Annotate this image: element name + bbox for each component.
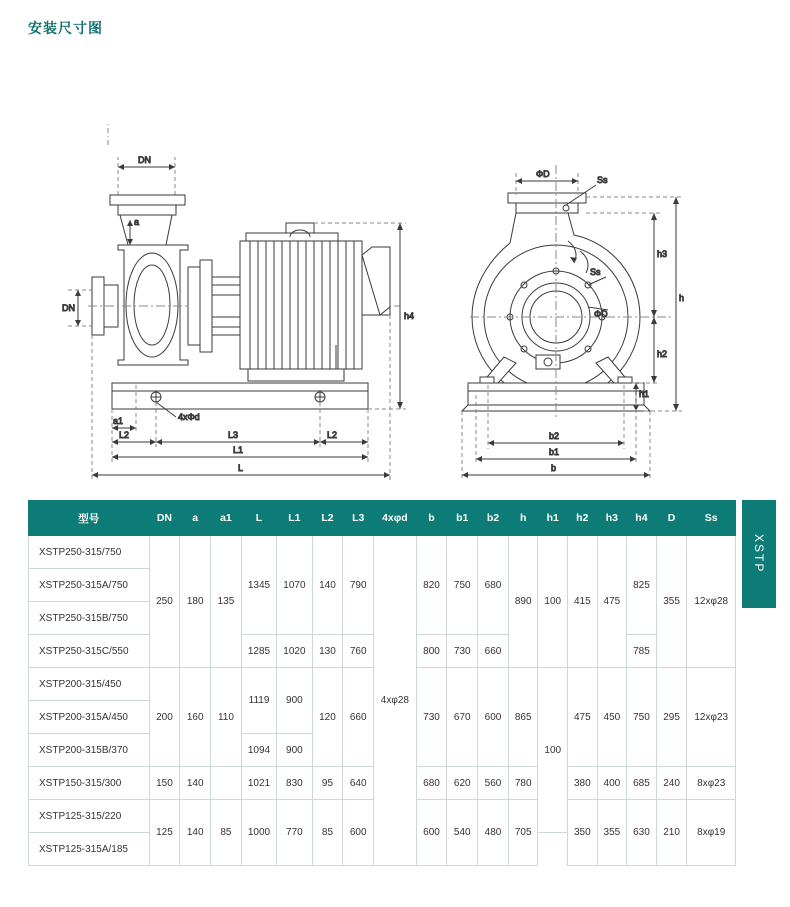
cell-l: 1094 [241, 734, 276, 767]
cell-h: 865 [508, 668, 538, 767]
svg-text:b1: b1 [549, 447, 560, 457]
cell-d: 295 [656, 668, 687, 767]
cell-b2: 480 [478, 800, 509, 866]
page-title: 安装尺寸图 [28, 20, 103, 36]
col-b2: b2 [478, 501, 509, 536]
cell-a: 140 [180, 767, 211, 800]
cell-l: 1021 [241, 767, 276, 800]
cell-b2: 680 [478, 536, 509, 635]
cell-ss: 12xφ23 [687, 668, 736, 767]
svg-text:h3: h3 [657, 249, 668, 259]
cell-l2: 85 [312, 800, 343, 866]
cell-a1 [211, 767, 242, 800]
cell-h4: 630 [627, 800, 657, 866]
cell-l: 1119 [241, 668, 276, 734]
svg-text:L3: L3 [228, 430, 239, 440]
cell-dn: 150 [149, 767, 180, 800]
specification-table [28, 500, 736, 866]
cell-b: 820 [416, 536, 447, 635]
cell-a1: 135 [211, 536, 242, 668]
col-phid: 4xφd [374, 501, 417, 536]
col-h4: h4 [627, 501, 657, 536]
col-h: h [508, 501, 538, 536]
cell-a: 160 [180, 668, 211, 767]
col-a1: a1 [211, 501, 242, 536]
svg-text:ΦD: ΦD [594, 309, 608, 319]
cell-l3: 660 [343, 668, 374, 767]
cell-model: XSTP250-315C/550 [29, 635, 150, 668]
svg-text:h4: h4 [404, 311, 415, 321]
cell-l3: 600 [343, 800, 374, 866]
col-l2: L2 [312, 501, 343, 536]
cell-b1: 730 [447, 635, 478, 668]
cell-h4: 825 [627, 536, 657, 635]
cell-b: 800 [416, 635, 447, 668]
cell-model: XSTP250-315/750 [29, 536, 150, 569]
cell-model: XSTP250-315B/750 [29, 602, 150, 635]
svg-text:DN: DN [62, 303, 75, 313]
specification-table-wrapper [28, 500, 736, 866]
cell-h: 705 [508, 800, 538, 866]
cell-l1: 1070 [277, 536, 312, 635]
col-l: L [241, 501, 276, 536]
cell-h4: 785 [627, 635, 657, 668]
svg-text:ΦD: ΦD [536, 169, 550, 179]
cell-model: XSTP150-315/300 [29, 767, 150, 800]
col-l1: L1 [277, 501, 312, 536]
cell-b: 600 [416, 800, 447, 866]
svg-text:Ss: Ss [597, 175, 608, 185]
svg-text:L2: L2 [327, 430, 338, 440]
cell-model: XSTP125-315A/185 [29, 833, 150, 866]
cell-l2: 95 [312, 767, 343, 800]
cell-l: 1000 [241, 800, 276, 866]
cell-b1: 750 [447, 536, 478, 635]
col-h1: h1 [538, 501, 568, 536]
cell-model: XSTP125-315/220 [29, 800, 150, 833]
cell-a: 180 [180, 536, 211, 668]
cell-l1: 900 [277, 734, 312, 767]
cell-h2: 415 [568, 536, 598, 668]
cell-a1: 110 [211, 668, 242, 767]
cell-dn: 250 [149, 536, 180, 668]
cell-l1: 1020 [277, 635, 312, 668]
cell-model: XSTP200-315B/370 [29, 734, 150, 767]
cell-model: XSTP200-315/450 [29, 668, 150, 701]
cell-h2: 475 [568, 668, 598, 767]
cell-l2: 130 [312, 635, 343, 668]
cell-l3: 790 [343, 536, 374, 635]
cell-model: XSTP250-315A/750 [29, 569, 150, 602]
cell-b: 680 [416, 767, 447, 800]
cell-ss: 8xφ23 [687, 767, 736, 800]
cell-h3: 400 [597, 767, 627, 800]
cell-l1: 770 [277, 800, 312, 866]
cell-d: 210 [656, 800, 687, 866]
cell-ss: 8xφ19 [687, 800, 736, 866]
svg-text:h2: h2 [657, 349, 668, 359]
table-row [29, 536, 736, 569]
table-header-row [29, 501, 736, 536]
svg-text:Ss: Ss [590, 267, 601, 277]
svg-text:a1: a1 [113, 416, 124, 426]
svg-text:h: h [679, 293, 685, 303]
col-ss: Ss [687, 501, 736, 536]
cell-dn: 125 [149, 800, 180, 866]
cell-phid: 4xφ28 [374, 536, 417, 866]
svg-text:L: L [238, 463, 244, 473]
cell-b1: 670 [447, 668, 478, 767]
col-h2: h2 [568, 501, 598, 536]
svg-text:L2: L2 [119, 430, 130, 440]
cell-h3: 355 [597, 800, 627, 866]
cell-a1: 85 [211, 800, 242, 866]
svg-text:a: a [134, 217, 140, 227]
cell-h2: 350 [568, 800, 598, 866]
installation-dimension-drawing [0, 45, 790, 495]
cell-h1: 100 [538, 668, 568, 833]
cell-l1: 900 [277, 668, 312, 734]
svg-text:b2: b2 [549, 431, 560, 441]
cell-b2: 600 [478, 668, 509, 767]
cell-h: 780 [508, 767, 538, 800]
side-tab-label: XSTP [752, 534, 766, 574]
col-d: D [656, 501, 687, 536]
cell-a: 140 [180, 800, 211, 866]
svg-text:L1: L1 [233, 445, 244, 455]
cell-h3: 475 [597, 536, 627, 668]
cell-l1: 830 [277, 767, 312, 800]
cell-h1: 100 [538, 536, 568, 668]
cell-l3: 640 [343, 767, 374, 800]
cell-l2: 140 [312, 536, 343, 635]
svg-text:h1: h1 [639, 389, 650, 399]
col-model: 型号 [29, 501, 150, 536]
cell-h4: 750 [627, 668, 657, 767]
cell-l3: 760 [343, 635, 374, 668]
cell-l2: 120 [312, 668, 343, 767]
cell-b1: 620 [447, 767, 478, 800]
col-h3: h3 [597, 501, 627, 536]
svg-text:4xΦd: 4xΦd [178, 412, 200, 422]
svg-text:b: b [551, 463, 557, 473]
col-b1: b1 [447, 501, 478, 536]
cell-b1: 540 [447, 800, 478, 866]
cell-model: XSTP200-315A/450 [29, 701, 150, 734]
cell-h4: 685 [627, 767, 657, 800]
cell-h2: 380 [568, 767, 598, 800]
cell-ss: 12xφ28 [687, 536, 736, 668]
col-b: b [416, 501, 447, 536]
cell-l: 1285 [241, 635, 276, 668]
cell-b: 730 [416, 668, 447, 767]
cell-l: 1345 [241, 536, 276, 635]
cell-d: 240 [656, 767, 687, 800]
col-a: a [180, 501, 211, 536]
cell-d: 355 [656, 536, 687, 668]
svg-text:DN: DN [138, 155, 151, 165]
col-dn: DN [149, 501, 180, 536]
cell-dn: 200 [149, 668, 180, 767]
cell-b2: 560 [478, 767, 509, 800]
side-tab-xstp [742, 500, 776, 608]
cell-b2: 660 [478, 635, 509, 668]
cell-h: 890 [508, 536, 538, 668]
cell-h3: 450 [597, 668, 627, 767]
col-l3: L3 [343, 501, 374, 536]
